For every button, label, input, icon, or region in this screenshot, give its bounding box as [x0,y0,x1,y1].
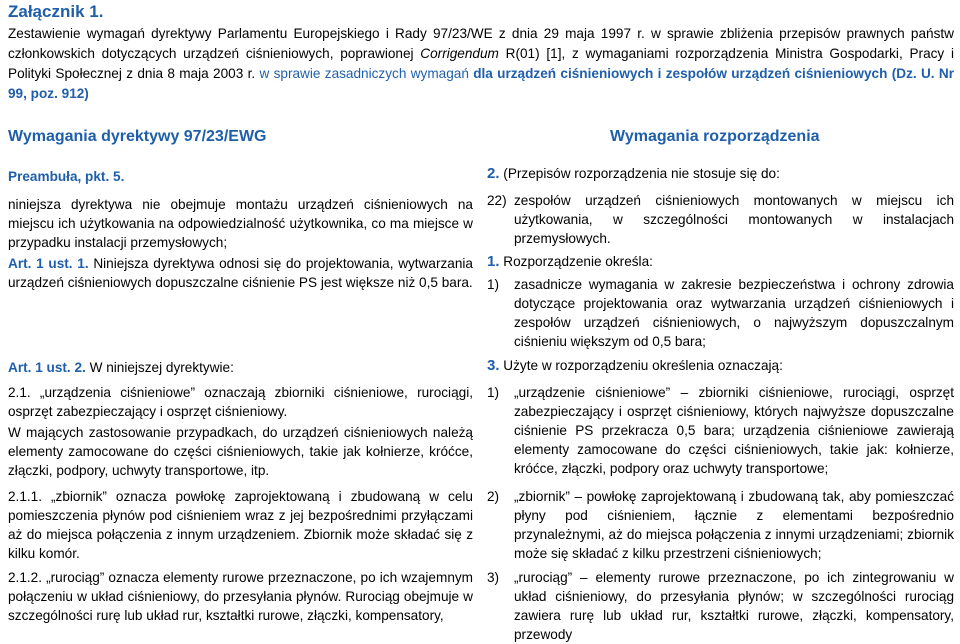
reg-scope-block [487,164,954,248]
intro-paragraph [8,24,954,104]
def-2-1-1-block: 2.1.1. „zbiornik” oznacza powłokę zaprojektowaną i zbudowaną w celu pomieszczenia płynów pod ciśnieniem wraz z jej bezpośrednimi przyłączami aż do miejsca połączenia z innym urządzeniem. Zbiornik może składać się z kilku komór. [8,489,473,561]
reg-scope-text: (Przepisów rozporządzenia nie stosuje się do: [499,166,780,181]
preamble-block [8,167,473,252]
intro-part4: dla urządzeń ciśnieniowych i zespołów urządzeń ciśnieniowych (Dz. U. Nr 99, poz. 912) [8,66,954,101]
reg-def-item-3-text: „rurociąg” – elementy rurowe przeznaczone, po ich zintegrowaniu w układ ciśnieniowy, do przesyłania płynów; w szczególności rurociąg zawiera rurę lub układ rur, kształtki rurowe, złączki, kompensatory, przewody [514,570,954,642]
page-title: Załącznik 1. [8,2,104,21]
reg-scope-item-num: 22) [487,193,507,208]
reg-def-item-1-num: 1) [487,385,500,400]
reg-subject-item-num: 1) [487,277,500,292]
intro-corrigendum: Corrigendum [420,46,499,61]
reg-scope-item-text: zespołów urządzeń ciśnieniowych montowanych w miejscu ich użytkowania, w szczególności montowanych w instalacjach przemysłowych. [514,193,954,246]
art1-ust2-text: W niniejszej dyrektywie: [85,360,234,375]
reg-subject-block [487,252,954,351]
reg-def-item-2-num: 2) [487,489,500,504]
def-2-1-note-block: W mających zastosowanie przypadkach, do urządzeń ciśnieniowych należą elementy zamocowane do części ciśnieniowych, takie jak kołnierze, króćce, złączki, podpory, uchwyty transportowe, itp. [8,425,473,478]
header-regulation: Wymagania rozporządzenia [610,128,820,145]
def-2-1-2-block: 2.1.2. „rurociąg” oznacza elementy rurowe przeznaczone, po ich wzajemnym połączeniu w układ ciśnieniowy, do przesyłania płynów. Rurociąg obejmuje w szczególności rurę lub układ rur, kształtki rurowe, złączki, kompensatory, [8,570,473,623]
header-directive: Wymagania dyrektywy 97/23/EWG [8,128,267,145]
preamble-lead: Preambuła, pkt. 5. [8,169,125,184]
reg-def-item-3-num: 3) [487,570,500,585]
reg-definitions-block [487,356,954,375]
art1-ust1-lead: Art. 1 ust. 1. [8,256,89,271]
reg-scope-item [487,191,954,248]
art1-ust1-block [8,254,473,292]
intro-part3: w sprawie zasadniczych wymagań [259,66,474,81]
art1-ust2-lead: Art. 1 ust. 2. [8,360,86,375]
reg-def-item-2-text: „zbiornik” – powłokę zaprojektowaną i zbudowaną tak, aby pomieszczać płyny pod ciśnieniem, łącznie z elementami bezpośrednio przynależnymi, aż do miejsca połączenia z innymi urządzeniami; zbiornik może się składać z kilku przestrzeni ciśnieniowych; [514,489,954,561]
reg-subject-text: Rozporządzenie określa: [499,254,653,269]
art1-ust2-block [8,358,473,377]
preamble-text: niniejsza dyrektywa nie obejmuje montażu urządzeń ciśnieniowych na miejscu ich użytkowania na odpowiedzialność użytkownika, co ma miejsce w przypadku instalacji przemysłowych; [8,197,473,250]
art1-ust1-text: Niniejsza dyrektywa odnosi się do projektowania, wytwarzania urządzeń ciśnieniowych dopuszczalne ciśnienie PS jest większe niż 0,5 bara. [8,256,473,290]
intro-part2: R(01) [1], z wymaganiami rozporządzenia Ministra Gospodarki, Pracy i Polityki Społecznej z dnia 8 maja 2003 r. [8,46,954,81]
reg-def-item-3 [487,568,954,644]
intro-part1: Zestawienie wymagań dyrektywy Parlamentu Europejskiego i Rady 97/23/WE z dnia 29 maja 1997 r. w sprawie zbliżenia przepisów prawnych państw członkowskich dotyczących urządzeń ciśnieniowych, poprawionej [8,26,954,61]
reg-def-item-1-text: „urządzenie ciśnieniowe” – zbiorniki ciśnieniowe, rurociągi, osprzęt zabezpieczający i osprzęt ciśnieniowy, których najwyższe dopuszczalne ciśnienie PS przekracza 0,5 bara; urządzenia ciśnieniowe zawierają elementy zamocowane do części ciśnieniowych, takie jak: kołnierze, króćce, złączki, podpory oraz uchwyty transportowe; [514,385,954,476]
reg-definitions-text: Użyte w rozporządzeniu określenia oznaczają: [499,358,783,373]
reg-scope-lead: 2. [487,165,500,182]
reg-def-item-2 [487,487,954,563]
reg-definitions-lead: 3. [487,357,500,374]
reg-subject-lead: 1. [487,253,500,270]
reg-subject-item [487,275,954,351]
reg-def-item-1 [487,383,954,478]
reg-subject-item-text: zasadnicze wymagania w zakresie bezpieczeństwa i ochrony zdrowia dotyczące projektowania oraz wytwarzania urządzeń ciśnieniowych i zespołów urządzeń ciśnieniowych, o najwyższym dopuszczalnym ciśnieniu większym od 0,5 bara; [514,277,954,349]
def-2-1-block: 2.1. „urządzenia ciśnieniowe” oznaczają zbiorniki ciśnieniowe, rurociągi, osprzęt zabezpieczający i osprzęt ciśnieniowy. [8,385,473,419]
